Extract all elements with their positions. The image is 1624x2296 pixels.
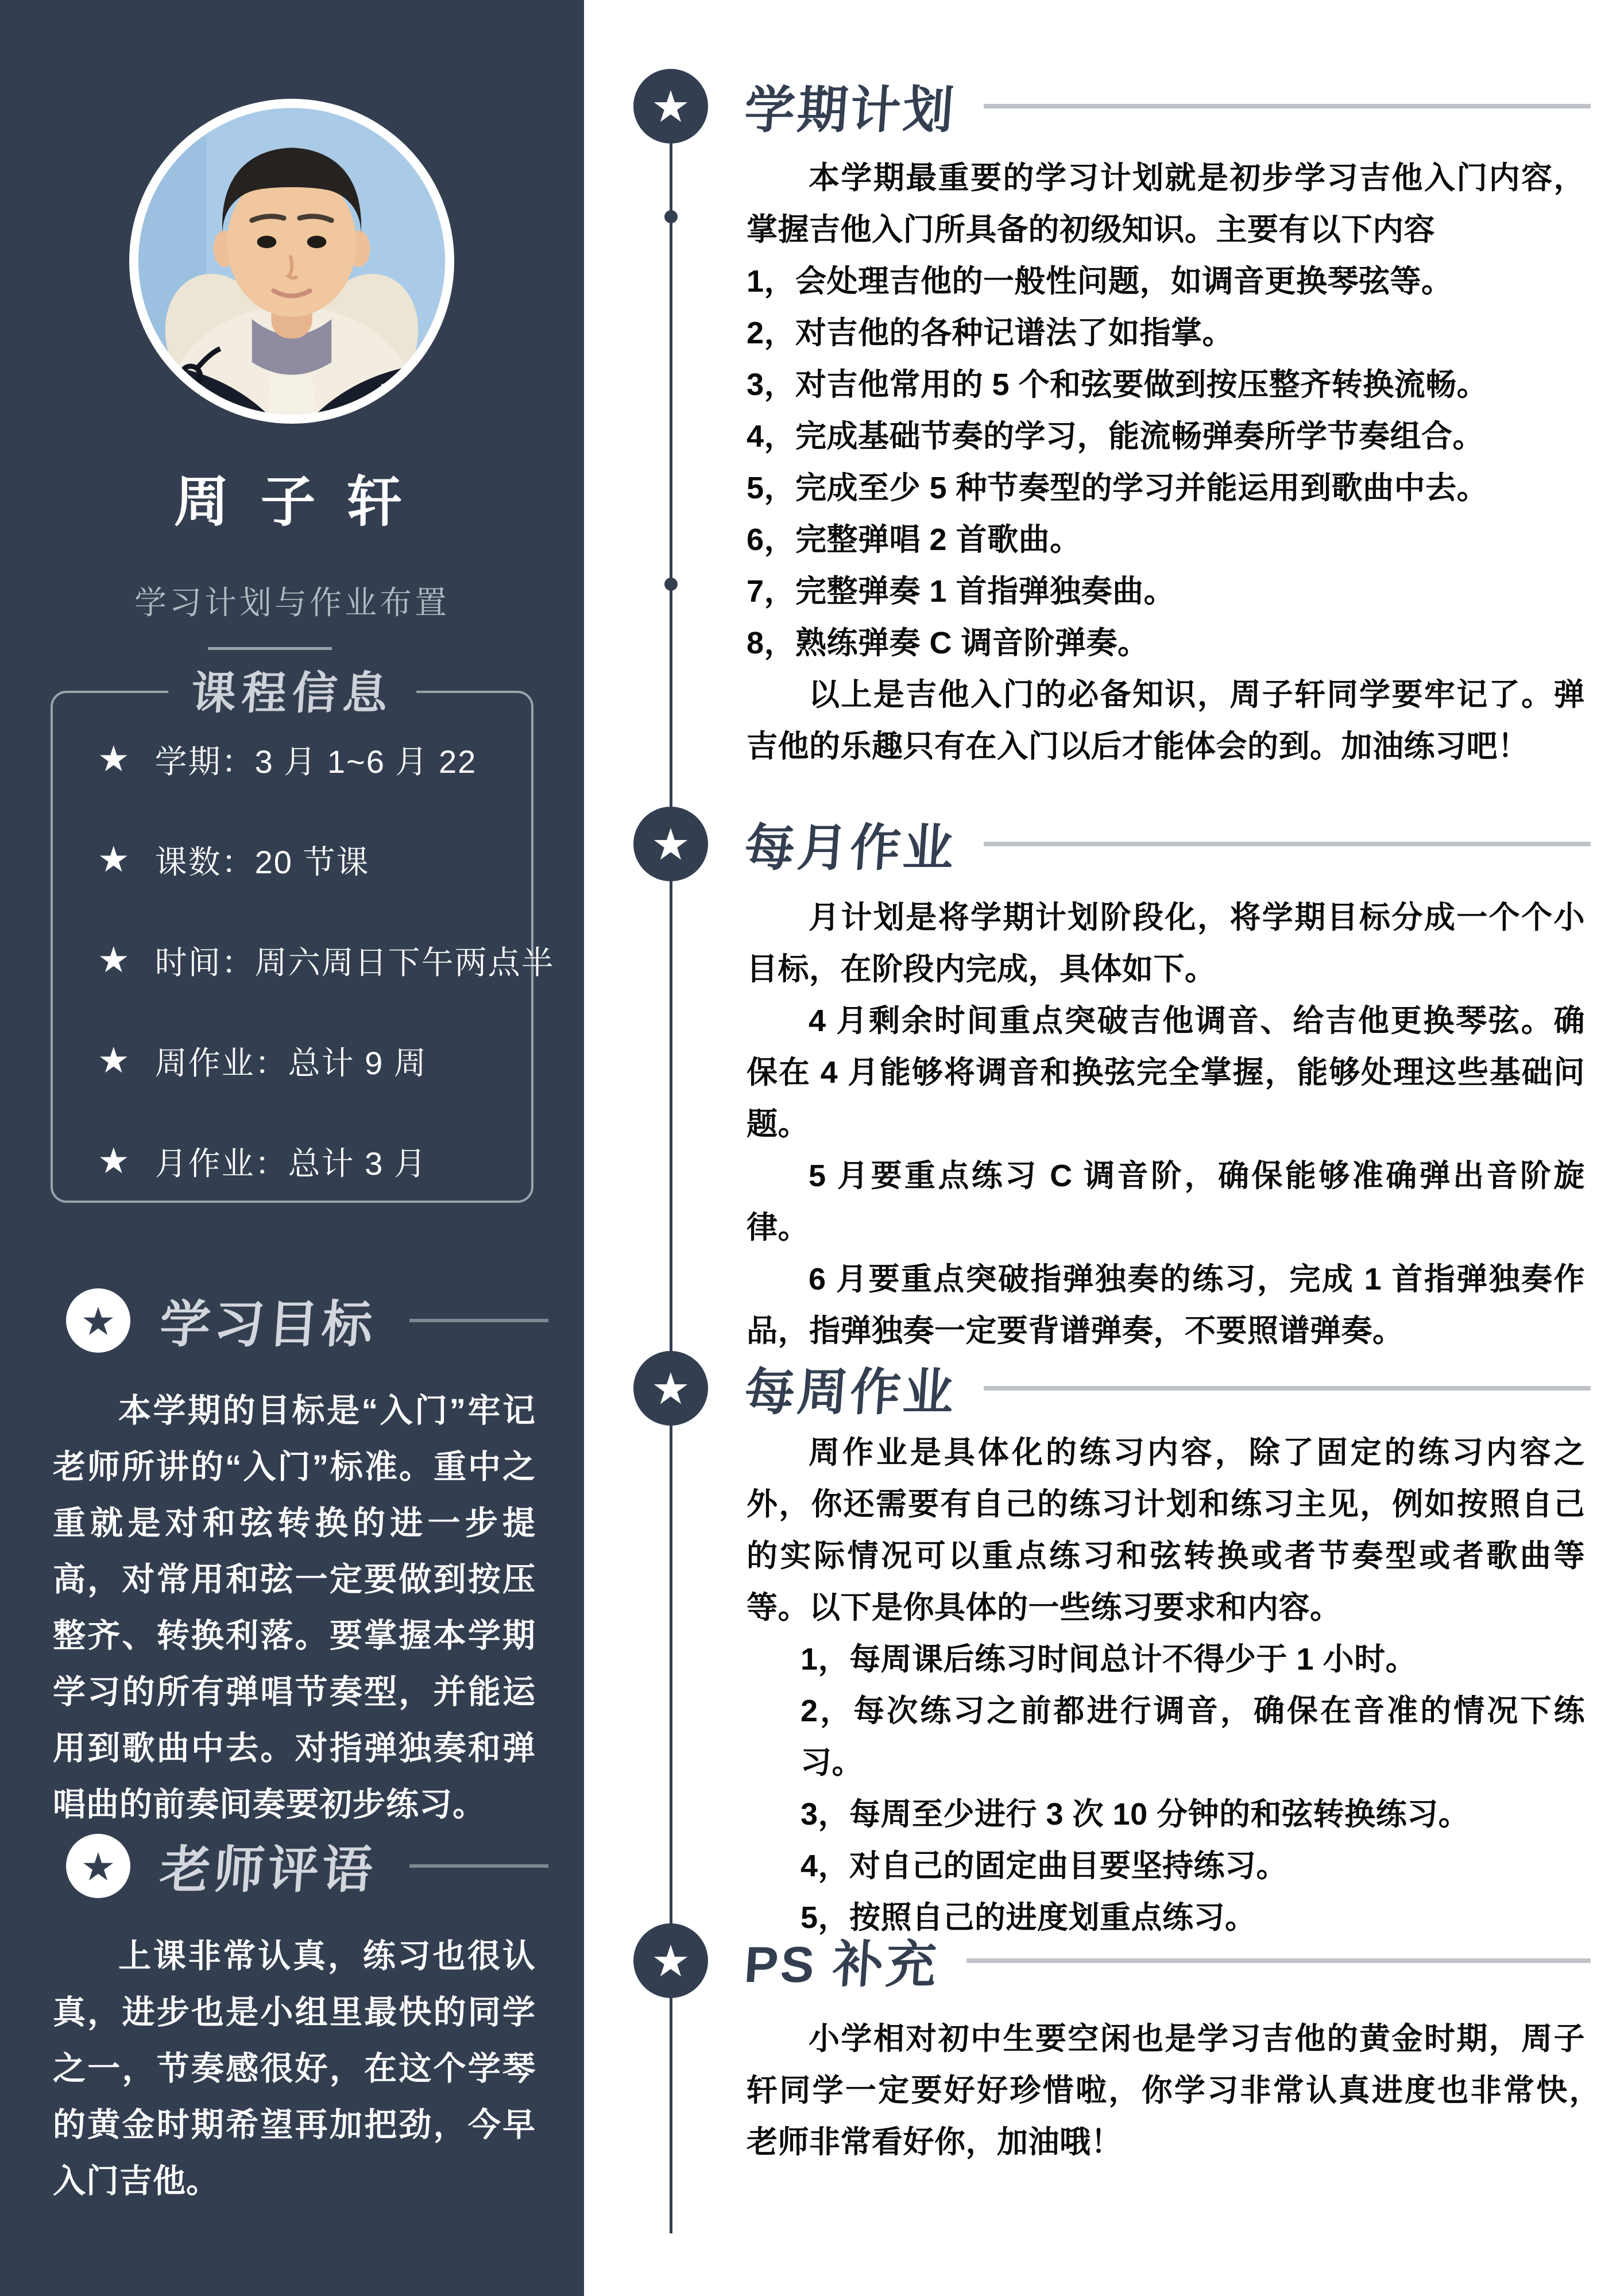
section-heading: [584, 69, 1624, 144]
section-heading: [66, 1287, 584, 1354]
heading-rule: [409, 1864, 548, 1868]
section-body: 本学期的目标是“入门”牢记老师所讲的“入门”标准。重中之重就是对和弦转换的进一步提高，对常用和弦一定要做到按压整齐、转换利落。要掌握本学期学习的所有弹唱节奏型，并能运用到歌曲中去。对指弹独奏和弹唱曲的前奏间奏要初步练习。: [53, 1392, 536, 1823]
student-portrait-illustration: [138, 108, 445, 415]
list-item: 8，熟练弹奏 C 调音阶弹奏。: [747, 626, 1149, 660]
course-info-item: [98, 1142, 508, 1181]
section-body: [747, 152, 1585, 772]
star-badge-icon: [633, 69, 708, 144]
list-item: 3，对吉他常用的 5 个和弦要做到按压整齐转换流畅。: [747, 367, 1488, 402]
section-body: [747, 892, 1585, 1357]
star-icon: ★: [98, 1141, 130, 1181]
star-icon: ★: [651, 1365, 691, 1414]
main-section-monthly-homework: [584, 807, 1624, 1357]
star-badge-icon: [633, 807, 708, 881]
course-info-item: [98, 940, 555, 981]
sidebar-section-teacher-comment: [0, 1833, 584, 2209]
heading-rule: [409, 1319, 548, 1322]
course-info-box: [51, 668, 555, 1203]
list-item: 4，对自己的固定曲目要坚持练习。: [801, 1849, 1288, 1883]
list-item: 1，会处理吉他的一般性问题，如调音更换琴弦等。: [747, 264, 1453, 299]
star-badge-icon: [66, 1834, 130, 1898]
main-section-ps-note: [584, 1923, 1624, 2168]
section-title: PS 补充: [743, 1936, 941, 1993]
course-info-item-text: 月作业：总计 3 月: [154, 1145, 427, 1182]
section-title: 学期计划: [743, 82, 958, 138]
star-icon: ★: [651, 83, 691, 131]
paragraph: 月计划是将学期计划阶段化，将学期目标分成一个个小目标，在阶段内完成，具体如下。: [747, 900, 1585, 986]
student-name: 周 子 轩: [173, 471, 411, 533]
section-body: [747, 2013, 1617, 2168]
paragraph: 6 月要重点突破指弹独奏的练习，完成 1 首指弹独奏作品，指弹独奏一定要背谱弹奏，不要照谱弹奏。: [747, 1262, 1585, 1348]
star-badge-icon: [633, 1923, 708, 1998]
paragraph: 周作业是具体化的练习内容，除了固定的练习内容之外，你还需要有自己的练习计划和练习主见，例如按照自己的实际情况可以重点练习和弦转换或者节奏型或者歌曲等等。以下是你具体的一些练习要求和内容。: [747, 1435, 1585, 1625]
main-section-semester-plan: [584, 69, 1624, 772]
list-item: 5，按照自己的进度划重点练习。: [801, 1900, 1256, 1935]
main-section-weekly-homework: [584, 1351, 1624, 1943]
sidebar: [0, 0, 584, 2296]
student-photo: [129, 99, 454, 424]
list-item: 5，完成至少 5 种节奏型的学习并能运用到歌曲中去。: [747, 471, 1488, 505]
course-info-item-text: 周作业：总计 9 周: [154, 1045, 427, 1081]
course-info-list: [53, 693, 555, 1182]
star-icon: ★: [80, 1300, 116, 1343]
star-icon: ★: [98, 940, 130, 980]
document-subtitle: 学习计划与作业布置: [134, 584, 450, 621]
list-item: 1，每周课后练习时间总计不得少于 1 小时。: [801, 1642, 1417, 1676]
paragraph: 以上是吉他入门的必备知识，周子轩同学要牢记了。弹吉他的乐趣只有在入门以后才能体会的到。加油练习吧！: [747, 677, 1585, 764]
section-heading: [584, 1351, 1624, 1426]
list-item: 6，完整弹唱 2 首歌曲。: [747, 522, 1081, 557]
section-heading: [584, 807, 1624, 881]
heading-rule: [984, 842, 1591, 846]
section-body: [747, 1427, 1585, 1943]
weekly-homework-list: [747, 1633, 1585, 1943]
course-info-item: [98, 841, 508, 880]
star-icon: ★: [98, 840, 130, 880]
list-item: 7，完整弹奏 1 首指弹独奏曲。: [747, 574, 1176, 609]
heading-rule: [984, 1386, 1591, 1391]
list-item: 2，每次练习之前都进行调音，确保在音准的情况下练习。: [801, 1694, 1585, 1780]
list-item: 3，每周至少进行 3 次 10 分钟的和弦转换练习。: [801, 1797, 1470, 1832]
paragraph: 4 月剩余时间重点突破吉他调音、给吉他更换琴弦。确保在 4 月能够将调音和换弦完全掌握，能够处理这些基础问题。: [747, 1004, 1585, 1141]
section-title: 每月作业: [743, 819, 958, 876]
student-photo-image: [138, 108, 445, 415]
subtitle-divider: [208, 647, 332, 650]
star-badge-icon: [633, 1351, 708, 1426]
section-title: 每周作业: [743, 1364, 958, 1420]
heading-rule: [966, 1958, 1591, 1963]
star-icon: ★: [98, 739, 130, 779]
course-info-title: 课程信息: [166, 667, 417, 719]
list-item: 4，完成基础节奏的学习，能流畅弹奏所学节奏组合。: [747, 419, 1484, 454]
star-icon: ★: [98, 1041, 130, 1081]
paragraph: 小学相对初中生要空闲也是学习吉他的黄金时期，周子轩同学一定要好好珍惜啦，你学习非常认真进度也非常快， 老师非常看好你，加油哦！: [747, 2022, 1617, 2159]
course-info-item: [98, 1041, 508, 1081]
section-title: 学习目标: [158, 1296, 378, 1353]
star-icon: ★: [651, 820, 691, 869]
course-info-item-text: 时间：周六周日下午两点半: [154, 944, 555, 981]
section-title: 老师评语: [158, 1841, 378, 1898]
course-info-item-text: 课数：20 节课: [154, 844, 370, 880]
section-heading: [584, 1923, 1624, 1998]
star-icon: ★: [80, 1845, 116, 1889]
section-heading: [66, 1833, 584, 1899]
course-info-item-text: 学期：3 月 1~6 月 22: [154, 744, 477, 780]
paragraph: 本学期最重要的学习计划就是初步学习吉他入门内容，掌握吉他入门所具备的初级知识。主要有以下内容: [747, 161, 1585, 247]
star-icon: ★: [651, 1937, 691, 1986]
list-item: 2，对吉他的各种记谱法了如指掌。: [747, 316, 1234, 350]
section-body: 上课非常认真，练习也很认真，进步也是小组里最快的同学之一，节奏感很好，在这个学琴的黄金时期希望再加把劲，今早入门吉他。: [53, 1938, 536, 2200]
star-badge-icon: [66, 1288, 130, 1353]
course-info-item: [98, 740, 508, 779]
heading-rule: [984, 104, 1591, 109]
paragraph: 5 月要重点练习 C 调音阶，确保能够准确弹出音阶旋律。: [747, 1159, 1585, 1245]
sidebar-section-goals: [0, 1287, 584, 1833]
